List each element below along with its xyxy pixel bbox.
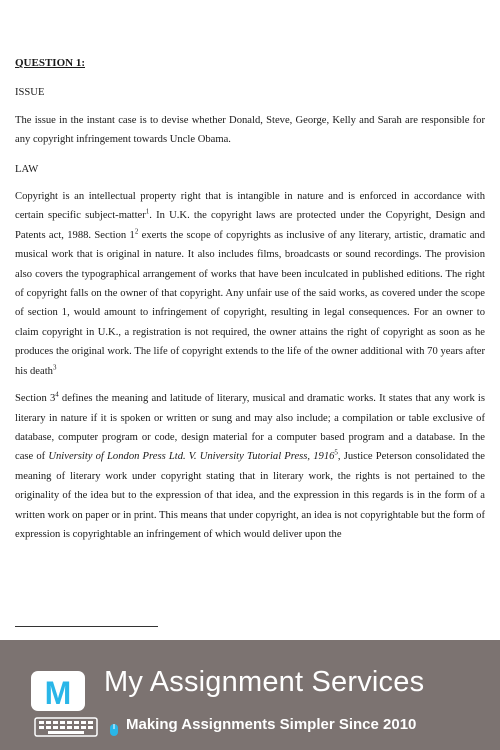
- issue-paragraph: The issue in the instant case is to devise whether Donald, Steve, George, Kelly and Sarah are responsible for any copyright infringement towards Uncle Obama.: [15, 114, 485, 146]
- issue-label: ISSUE: [15, 87, 45, 99]
- footnote-marker-4: 4: [55, 390, 59, 399]
- brand-name: My Assignment Services: [104, 666, 425, 698]
- footnote-divider: [15, 626, 158, 627]
- footnote-marker-1: 1: [145, 207, 150, 216]
- section3-text-3: , Justice Peterson consolidated the meaning of literary work under copyright stating that in literary work, the rights is not pertained to the originality of the idea but to the expression of that idea, and the expression in this regards is in the form of a written work on paper or in print. This means that under copyright, an idea is not copyrightable but the form of expression is copyrightable an infringement of which would deliver upon the: [15, 451, 485, 540]
- footnote-marker-2: 2: [134, 227, 139, 236]
- law-paragraph: [15, 187, 485, 381]
- section3-text-1: Section 3: [15, 393, 56, 405]
- law-label: LAW: [15, 163, 39, 175]
- law-text-2: . In U.K. the copyright laws are protected under the Copyright, Design and Patents act, 1988. Section 1: [15, 210, 485, 241]
- m-logo-icon: [30, 670, 86, 712]
- footnote-marker-5: 5: [334, 448, 338, 457]
- footnote-marker-3: 3: [52, 363, 57, 372]
- section3-text-2: defines the meaning and latitude of literary, musical and dramatic works. It states that any work is literary in nature if it is spoken or written or sung and may also include; a compilation or table exclusive of database, computer program or code, design material for a computer based program and a database. In the case of: [15, 393, 485, 463]
- law-text-1: Copyright is an intellectual property right that is intangible in nature and is enforced in accordance with certain specific subject-matter: [15, 191, 485, 222]
- keyboard-icon: [34, 717, 98, 737]
- law-text-3: exerts the scope of copyrights as inclusive of any literary, artistic, dramatic and musical work that is original in nature. It also includes films, broadcasts or sound recordings. The provision also covers the typographical arrangement of works that have been inculcated in published editions. The right of copyright falls on the owner of that copyright. Any unfair use of the said works, as covered under the scope of section 1, would amount to infringement of copyright, resulting in legal consequences. For an owner to claim copyright in U.K., a registration is not required, the owner attains the right of copyright as soon as he produces the original work. The life of copyright extends to the life of the owner additional with 70 years after his death: [15, 229, 485, 377]
- question-heading: QUESTION 1:: [15, 57, 85, 69]
- logo-letter: M: [44, 675, 72, 711]
- mouse-icon: [108, 722, 120, 738]
- case-citation: University of London Press Ltd. V. University Tutorial Press, 1916: [48, 451, 335, 463]
- section3-paragraph: [15, 389, 485, 544]
- document-body: [15, 54, 485, 544]
- brand-tagline: Making Assignments Simpler Since 2010: [126, 716, 417, 733]
